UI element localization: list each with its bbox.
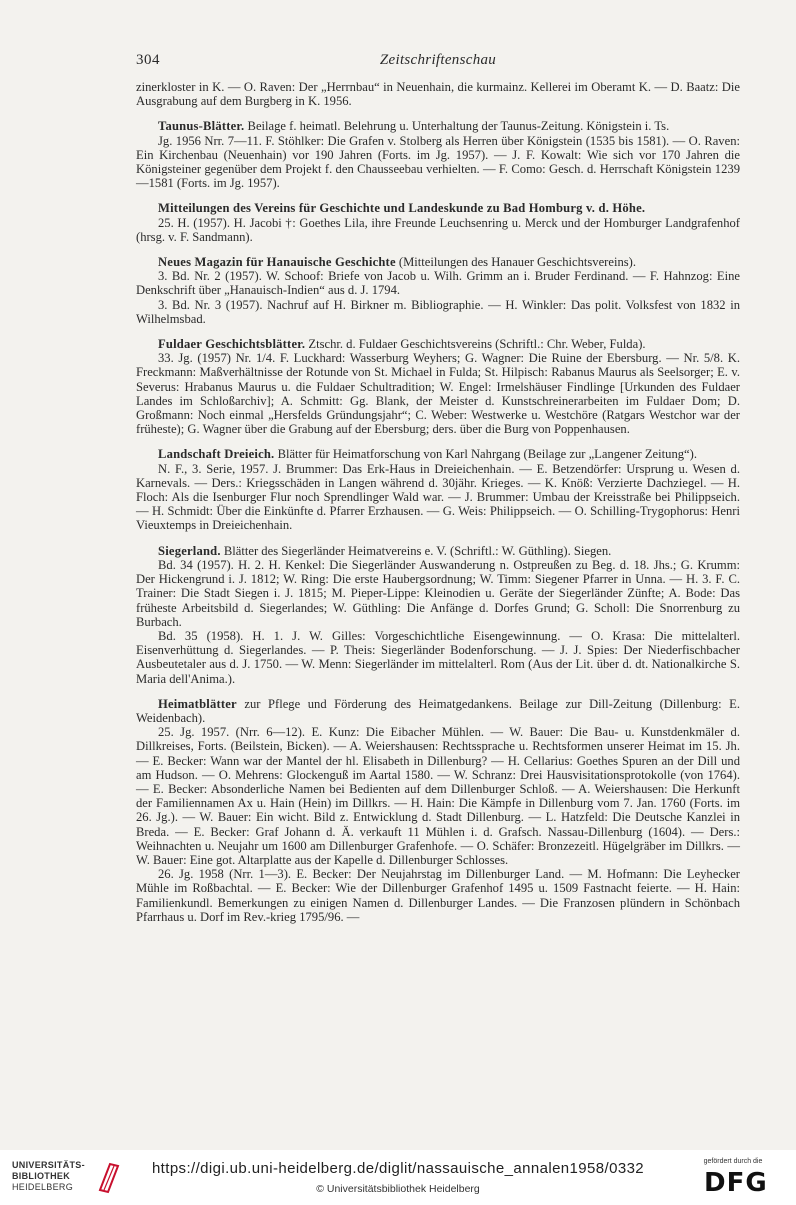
paragraph: Bd. 35 (1958). H. 1. J. W. Gilles: Vorgeschichtliche Eisengewinnung. — O. Krasa: Die mittelalterl. Eisenverhüttung d. Siegerlandes. — P. Theis: Siegerländer Bodenforschung. — J. J. Spies: Der Niederfischbacher Ausbeutetaler aus d. J. 1750. — W. Menn: Siegerländer im mittelalterl. Rom (Aus der Lit. über d. dt. Nationalkirche S. Maria dell'Anima.). (136, 628, 740, 686)
journal-title: Mitteilungen des Vereins für Geschichte und Landeskunde zu Bad Homburg v. d. Höhe. (158, 201, 646, 216)
section-heading-line (136, 119, 740, 133)
journal-title: Fuldaer Geschichtsblätter. (158, 337, 306, 352)
library-name-line: HEIDELBERG (12, 1182, 74, 1192)
dfg-logo: DFG (704, 1168, 768, 1198)
journal-description: Ztschr. d. Fuldaer Geschichtsvereins (Schriftl.: Chr. Weber, Fulda). (305, 337, 646, 352)
copyright-notice: © Universitätsbibliothek Heidelberg (316, 1183, 480, 1195)
journal-title: Taunus-Blätter. (158, 119, 245, 134)
paragraph: 3. Bd. Nr. 2 (1957). W. Schoof: Briefe von Jacob u. Wilh. Grimm an i. Bruder Ferdinand. — F. Hahnzog: Eine Denkschrift über „Hanauisch-Indien“ aus d. J. 1794. (136, 269, 740, 298)
journal-description: zur Pflege und Förderung des Heimatgedankens. Beilage zur Dill-Zeitung (Dillenburg: E. Weidenbach). (136, 696, 740, 725)
section-heimatblaetter (136, 697, 740, 924)
library-name-line: UNIVERSITÄTS- (12, 1160, 85, 1170)
section-heading-line (136, 255, 740, 269)
page-number: 304 (136, 52, 160, 68)
running-head (136, 52, 740, 72)
paragraph: 3. Bd. Nr. 3 (1957). Nachruf auf H. Birkner m. Bibliographie. — H. Winkler: Das polit. Volksfest von 1832 in Wilhelmsbad. (136, 297, 740, 326)
section-heading-line (136, 544, 740, 558)
paragraph: Jg. 1956 Nrr. 7—11. F. Stöhlker: Die Grafen v. Stolberg als Herren über Königstein (1535 bis 1581). — O. Raven: Ein Kirchenbau (Neuenhain) vor 190 Jahren (Forts. im Jg. 1957). — J. F. Kowalt: Wie sich vor 170 Jahren die Königsteiner gegenüber dem Projekt f. den Chausseebau verhielten. — F. Como: Gesch. d. Herrschaft Königstein 1239—1581 (Forts. im Jg. 1957). (136, 133, 740, 191)
paragraph: 25. Jg. 1957. (Nrr. 6—12). E. Kunz: Die Eibacher Mühlen. — W. Bauer: Die Bau- u. Kunstdenkmäler d. Dillkreises, Forts. (Beilstein, Bicken). — A. Weiershausen: Rechtssprache u. Rechtsformen unserer Heimat im 15. Jh. — E. Becker: Wann war der Mantel der hl. Elisabeth in Dillenburg? — H. Cellarius: Goethes Spuren an der Dill und am Hudson. — O. Mehrens: Glockenguß im Aartal 1580. — W. Schranz: Drei Hausvisitationsprotokolle (von 1764). — E. Becker: Absonderliche Namen bei Bedienten auf dem Dillenburger Schloß. — A. Weiershausen: Die Herkunft der Familiennamen Ax u. Hain (Hein) im Dillkrs. — H. Hain: Die Kämpfe in Dillenburg vom 7. Jan. 1760 (Forts. im 26. Jg.). — W. Bauer: Ein wicht. Bild z. Entwicklung d. Stadt Dillenburg. — L. Hatzfeld: Die Deutsche Kanzlei in Breda. — E. Becker: Graf Johann d. Ä. verkauft 11 Mühlen i. d. Grafsch. Nassau-Dillenburg (1604). — Ders.: Weihnachten u. Neujahr um 1600 am Dillenburger Grafenhofe. — O. Schäfer: Bronzezeitl. Hügelgräber im Dillkrs. — W. Bauer: Eine got. Altarplatte aus der Kapelle d. Dillenburger Schlosses. (136, 725, 740, 867)
journal-title: Heimatblätter (158, 696, 237, 711)
section-continuation (136, 80, 740, 108)
permalink-link[interactable]: https://digi.ub.uni-heidelberg.de/diglit/nassauische_annalen1958/0332 (151, 1160, 645, 1177)
library-name-line: BIBLIOTHEK (12, 1171, 70, 1181)
section-siegerland (136, 544, 740, 686)
section-hanauische-geschichte (136, 255, 740, 326)
article-body (136, 80, 740, 924)
paragraph: 26. Jg. 1958 (Nrr. 1—3). E. Becker: Der Neujahrstag im Dillenburger Land. — M. Hofmann: Die Leyhecker Mühle im Roßbachtal. — E. Becker: Wie der Dillenburger Grafenhof 1495 u. 1509 Fastnacht feierte. — H. Hain: Familienkundl. Bemerkungen zu einigen Namen d. Dillenburger Landes. — Die Franzosen plündern in Schönbach Pfarrhaus u. Dorf im Rev.-krieg 1795/96. — (136, 867, 740, 924)
running-title: Zeitschriftenschau (379, 52, 497, 68)
permalink[interactable] (148, 1160, 648, 1177)
section-fuldaer-geschichtsblaetter (136, 337, 740, 436)
journal-description: (Mitteilungen des Hanauer Geschichtsvereins). (395, 255, 637, 270)
journal-description: Blätter des Siegerländer Heimatvereins e. V. (Schriftl.: W. Güthling). Siegen. (220, 543, 612, 558)
section-landschaft-dreieich (136, 447, 740, 532)
library-emblem-icon (96, 1160, 122, 1196)
journal-title: Neues Magazin für Hanauische Geschichte (158, 255, 396, 270)
paragraph: 25. H. (1957). H. Jacobi †: Goethes Lila, ihre Freunde Leuchsenring u. Merck und der Homburger Landgrafenhof (hrsg. v. F. Sandmann). (136, 215, 740, 244)
paragraph: Bd. 34 (1957). H. 2. H. Kenkel: Die Siegerländer Auswanderung n. Ostpreußen zu Beg. d. 18. Jhs.; G. Krumm: Der Hickengrund i. J. 1812; W. Ring: Die erste Haubergsordnung; W. Timm: Siegener Pfarrer in Unna. — H. 3. F. C. Trainer: Die Stadt Siegen i. J. 1815; M. Pieper-Lippe: Kleinodien u. Geräte der Siegerländer Zünfte; A. Bode: Das früheste Arbeitsbild d. Siegerlandes; W. Güthling: Die Anfänge d. Dorfes Grund; G. Scholl: Die Snorrenburg zu Burbach. (136, 557, 740, 629)
paragraph: 33. Jg. (1957) Nr. 1/4. F. Luckhard: Wasserburg Weyhers; G. Wagner: Die Ruine der Ebersburg. — Nr. 5/8. K. Freckmann: Maßverhältnisse der Rotunde von St. Michael in Fulda; St. Hilpisch: Rabanus Maurus als Seelsorger; E. v. Severus: Hrabanus Maurus u. die Fuldaer Schultradition; W. Engel: Irmelshäuser Findlinge [Urkunden des Fuldaer Landes im Schloßarchiv]; A. Schmitt: Gg. Blank, der Meister d. Kunstschreinerarbeiten im Fuldaer Dom; D. Großmann: Noch einmal „Hersfelds Gründungsjahr“; C. Weber: Westwerke u. Westchöre (Ratgars Westchor war der früheste); G. Wagner über die Grabung auf der Ebersburg; ders. über die Burg von Poppenhausen. (136, 351, 740, 437)
section-heading-line (136, 697, 740, 725)
journal-title: Siegerland. (158, 543, 221, 558)
section-homburg (136, 201, 740, 244)
section-heading-line (136, 447, 740, 461)
digitization-footer (0, 1150, 796, 1205)
university-library-logo[interactable] (12, 1160, 152, 1196)
paragraph: zinerkloster in K. — O. Raven: Der „Herrnbau“ in Neuenhain, die kurmainz. Kellerei im Oberamt K. — D. Baatz: Die Ausgrabung auf dem Burgberg in K. 1956. (136, 80, 740, 109)
dfg-funding[interactable] (688, 1158, 788, 1202)
funding-caption: gefördert durch die (703, 1158, 763, 1165)
journal-title: Landschaft Dreieich. (158, 447, 275, 462)
library-name (12, 1160, 85, 1193)
section-taunus-blaetter (136, 119, 740, 190)
section-heading-line (136, 201, 740, 215)
journal-description: Blätter für Heimatforschung von Karl Nahrgang (Beilage zur „Langener Zeitung“). (274, 447, 697, 462)
section-heading-line (136, 337, 740, 351)
paragraph: N. F., 3. Serie, 1957. J. Brummer: Das Erk-Haus in Dreieichenhain. — E. Betzendörfer: Ursprung u. Wesen d. Karnevals. — Ders.: Kriegsschäden in Langen während d. 30jähr. Krieges. — K. Knöß: Verzierte Dachziegel. — H. Floch: Als die Isenburger Flur noch Sprendlinger Wald war. — J. Brummer: Umbau der Kreisstraße bei Philippseich. — H. Schmidt: Über die Einkünfte d. Pfarrer Erzhausen. — G. Weis: Philippseich. — O. Schilling-Trygophorus: Henri Vieuxtemps in Dreieichenhain. (136, 461, 740, 533)
journal-description: Beilage f. heimatl. Belehrung u. Unterhaltung der Taunus-Zeitung. Königstein i. Ts. (244, 119, 670, 134)
